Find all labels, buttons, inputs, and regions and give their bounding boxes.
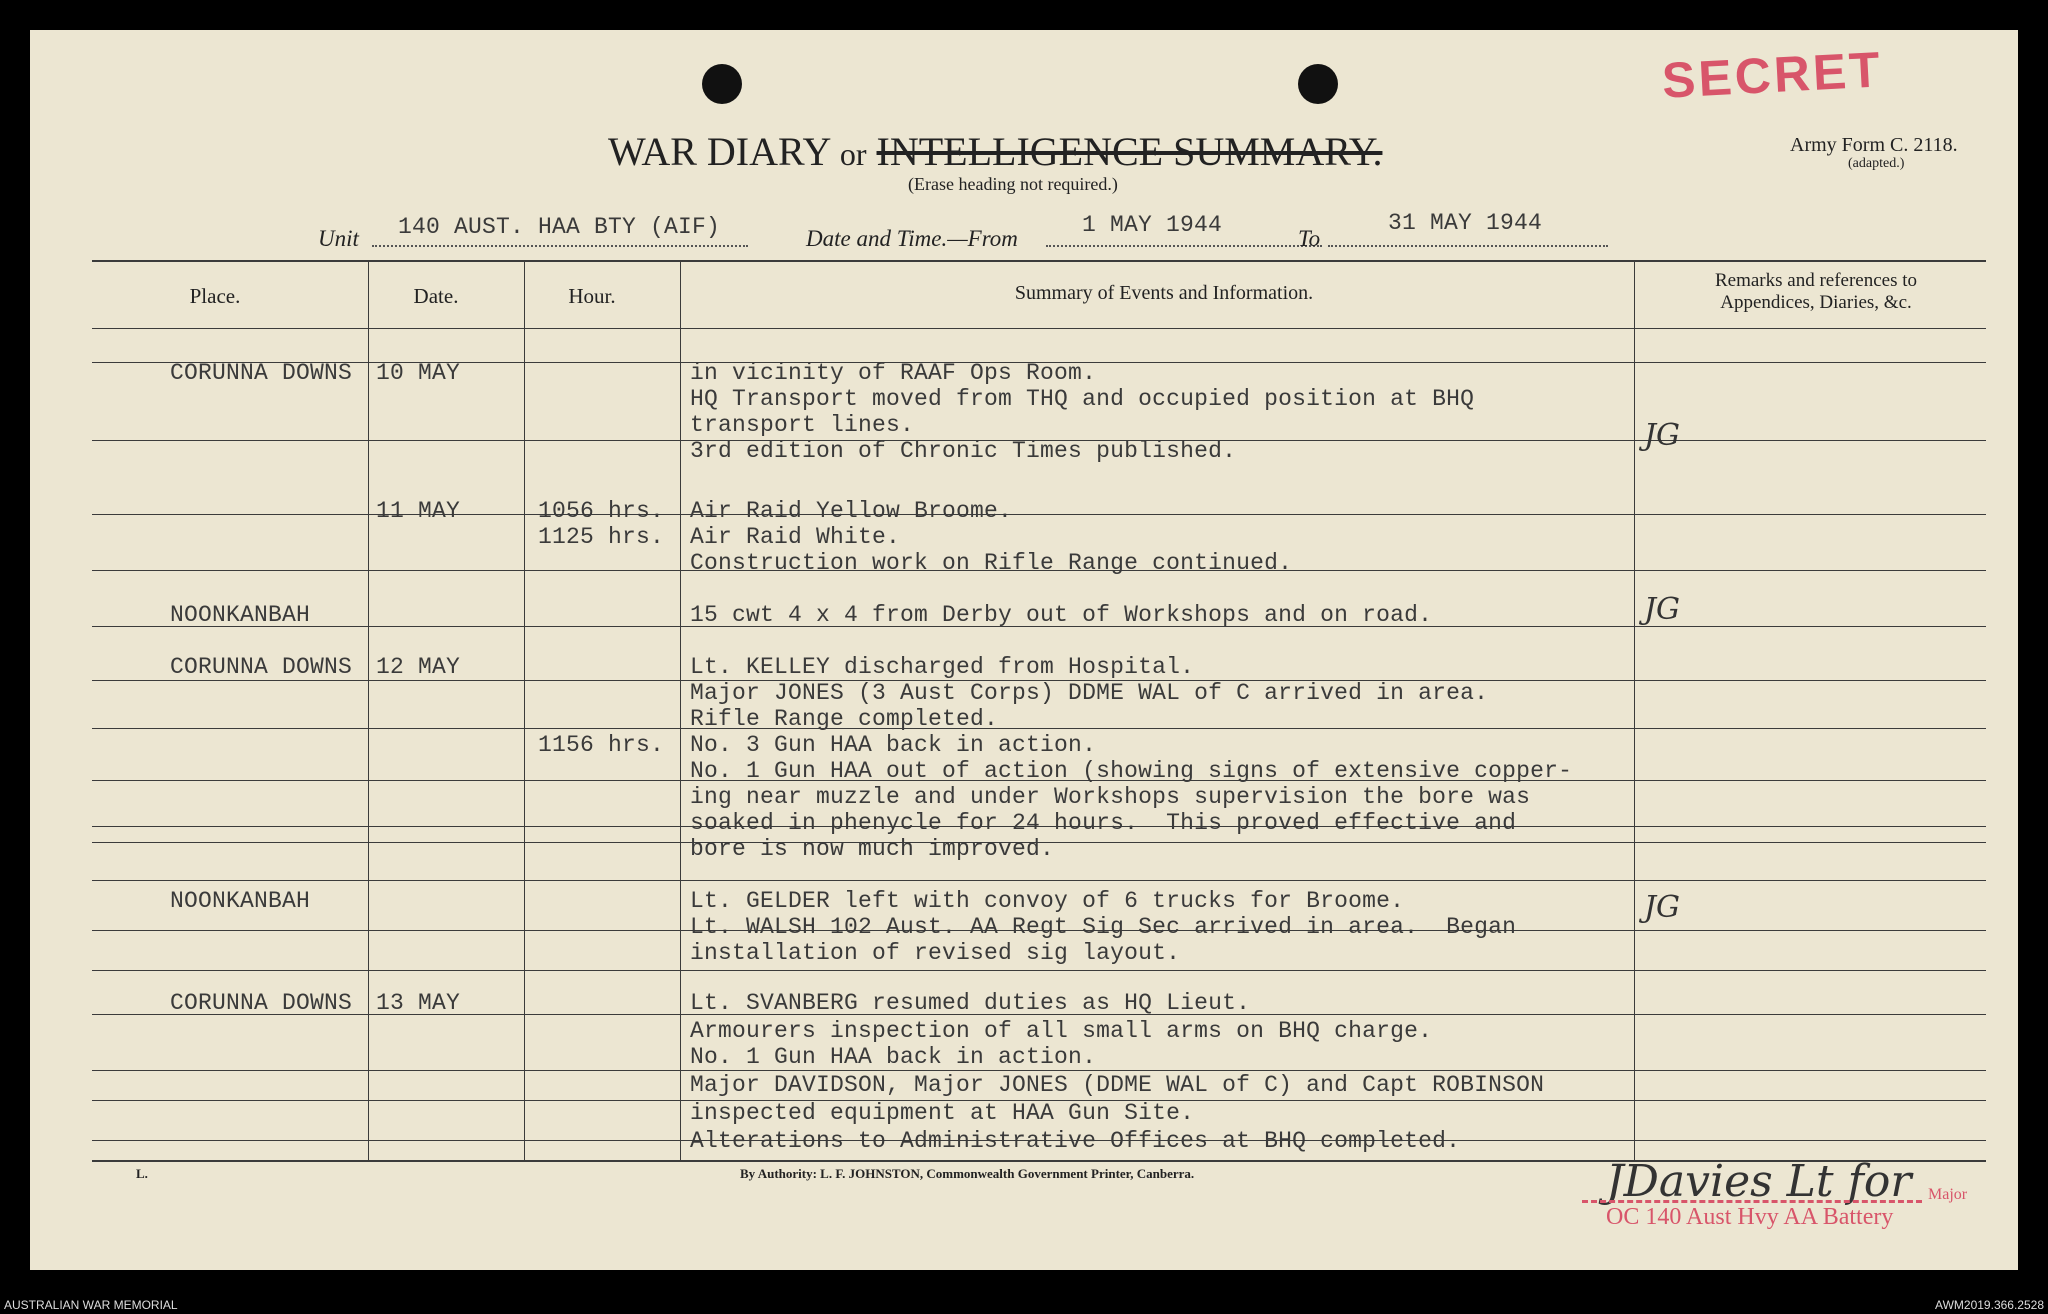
title-struck: INTELLIGENCE SUMMARY.: [876, 129, 1383, 174]
entry-text: transport lines.: [690, 412, 915, 438]
entry-text: Major DAVIDSON, Major JONES (DDME WAL of C) and Capt ROBINSON: [690, 1072, 1545, 1098]
entry-text: inspected equipment at HAA Gun Site.: [690, 1100, 1195, 1126]
entry-date: 10 MAY: [376, 360, 461, 386]
to-label: To: [1298, 226, 1321, 251]
col-header-remarks-2: Appendices, Diaries, &c.: [1720, 292, 1912, 313]
sign-dash-line: [1582, 1200, 1922, 1203]
entry-text: ing near muzzle and under Workshops supervision the bore was: [690, 784, 1531, 810]
table-column-rule: [368, 260, 369, 1160]
unit-value: 140 AUST. HAA BTY (AIF): [398, 214, 721, 240]
entry-text: Air Raid Yellow Broome.: [690, 498, 1013, 524]
table-column-rule: [524, 260, 525, 1160]
table-column-rule: [680, 260, 681, 1160]
col-header-hour: Hour.: [568, 284, 616, 308]
entry-text: Lt. SVANBERG resumed duties as HQ Lieut.: [690, 990, 1251, 1016]
punch-hole-left: [702, 64, 742, 104]
table-row-rule: [92, 970, 1986, 971]
entry-text: installation of revised sig layout.: [690, 940, 1181, 966]
archive-footer: [0, 1272, 2048, 1314]
archive-right: AWM2019.366.2528: [1935, 1298, 2044, 1312]
entry-text: in vicinity of RAAF Ops Room.: [690, 360, 1097, 386]
punch-hole-right: [1298, 64, 1338, 104]
entry-text: Air Raid White.: [690, 524, 901, 550]
col-header-remarks-1: Remarks and references to: [1714, 270, 1918, 291]
entry-text: No. 1 Gun HAA out of action (showing signs of extensive copper-: [690, 758, 1573, 784]
unit-label: Unit: [318, 226, 359, 251]
entry-text: bore is now much improved.: [690, 836, 1055, 862]
entry-text: 3rd edition of Chronic Times published.: [690, 438, 1237, 464]
entry-text: Major JONES (3 Aust Corps) DDME WAL of C arrived in area.: [690, 680, 1489, 706]
col-header-place: Place.: [189, 284, 241, 308]
initial-mark: JG: [1644, 592, 1680, 627]
initial-mark: JG: [1644, 418, 1680, 453]
entry-text: No. 1 Gun HAA back in action.: [690, 1044, 1097, 1070]
form-adapted: (adapted.): [1848, 156, 1905, 171]
table-top-rule: [92, 260, 1986, 262]
entry-text: Lt. WALSH 102 Aust. AA Regt Sig Sec arrived in area. Began: [690, 914, 1517, 940]
entry-place: NOONKANBAH: [170, 602, 311, 628]
table-row-rule: [92, 880, 1986, 881]
sign-rank: Major: [1928, 1186, 1968, 1203]
entry-date: 13 MAY: [376, 990, 461, 1016]
title-or: or: [839, 136, 867, 172]
entry-hour: 1056 hrs.: [538, 498, 665, 524]
diary-page: [30, 30, 2018, 1270]
sign-unit: OC 140 Aust Hvy AA Battery: [1606, 1204, 1894, 1230]
from-value: 1 MAY 1944: [1082, 212, 1223, 238]
entry-text: 15 cwt 4 x 4 from Derby out of Workshops and on road.: [690, 602, 1433, 628]
page-title: [608, 128, 1382, 175]
entry-text: Armourers inspection of all small arms on BHQ charge.: [690, 1018, 1433, 1044]
table-row-rule: [92, 728, 1986, 729]
archive-left: AUSTRALIAN WAR MEMORIAL: [4, 1298, 178, 1312]
entry-hour: 1156 hrs.: [538, 732, 665, 758]
entry-place: CORUNNA DOWNS: [170, 654, 353, 680]
entry-place: CORUNNA DOWNS: [170, 990, 353, 1016]
entry-date: 11 MAY: [376, 498, 461, 524]
initial-mark: JG: [1644, 890, 1680, 925]
entry-place: NOONKANBAH: [170, 888, 311, 914]
entry-text: Lt. GELDER left with convoy of 6 trucks for Broome.: [690, 888, 1405, 914]
form-number: Army Form C. 2118.: [1790, 134, 1958, 156]
title-main: WAR DIARY: [608, 129, 830, 174]
entry-text: Alterations to Administrative Offices at BHQ completed.: [690, 1128, 1461, 1154]
entry-text: Rifle Range completed.: [690, 706, 999, 732]
entry-hour: 1125 hrs.: [538, 524, 665, 550]
printer-line: By Authority: L. F. JOHNSTON, Commonwealth Government Printer, Canberra.: [740, 1166, 1195, 1181]
signature: JDavies Lt for: [1606, 1156, 1912, 1207]
to-value: 31 MAY 1944: [1388, 210, 1543, 236]
entry-text: HQ Transport moved from THQ and occupied position at BHQ: [690, 386, 1475, 412]
entry-place: CORUNNA DOWNS: [170, 360, 353, 386]
col-header-date: Date.: [413, 284, 459, 308]
table-header-rule: [92, 328, 1986, 329]
entry-date: 12 MAY: [376, 654, 461, 680]
date-label: Date and Time.—From: [806, 226, 1018, 251]
secret-stamp: SECRET: [1660, 41, 1885, 109]
entry-text: Construction work on Rifle Range continued.: [690, 550, 1293, 576]
entry-text: Lt. KELLEY discharged from Hospital.: [690, 654, 1195, 680]
erase-note: (Erase heading not required.): [908, 174, 1118, 194]
table-row-rule: [92, 1070, 1986, 1071]
table-column-rule: [1634, 260, 1635, 1160]
entry-text: No. 3 Gun HAA back in action.: [690, 732, 1097, 758]
col-header-summary: Summary of Events and Information.: [1014, 282, 1314, 304]
entry-text: soaked in phenycle for 24 hours. This proved effective and: [690, 810, 1517, 836]
footer-code: L.: [136, 1166, 148, 1181]
